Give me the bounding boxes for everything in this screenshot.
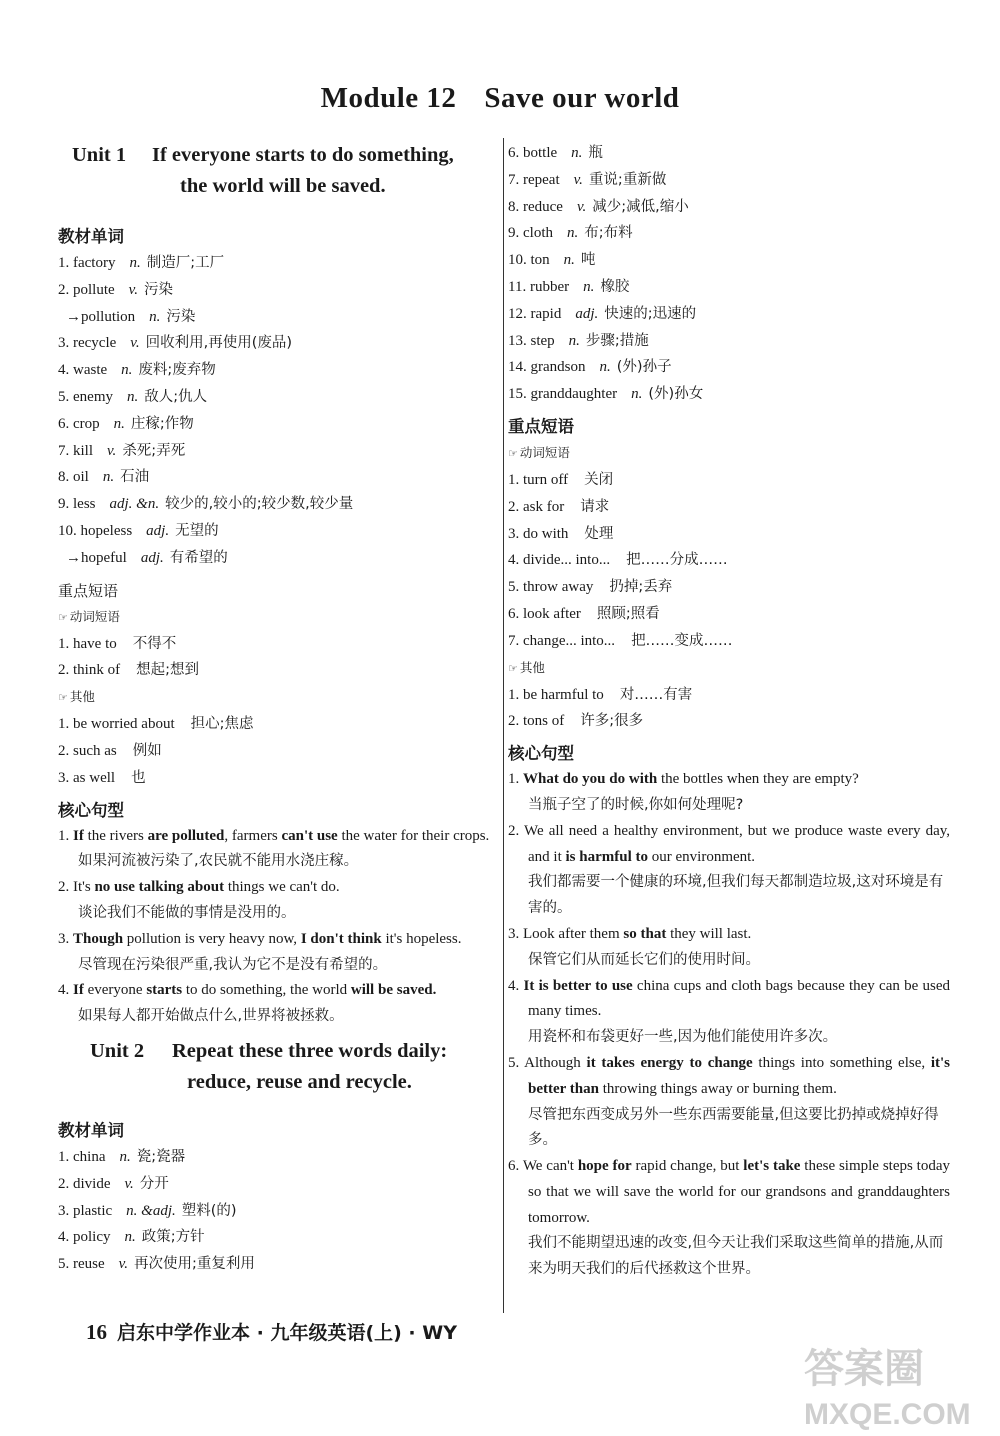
phrase-chinese: 例如	[132, 742, 162, 759]
sentence-english-text	[58, 824, 500, 850]
word-row	[508, 274, 950, 301]
key-phrase: no use talking about	[94, 879, 225, 896]
sentence-fragment: the water for their crops.	[337, 827, 490, 844]
phrase-row	[58, 657, 500, 684]
sentence-item	[58, 875, 500, 927]
word-chinese: 庄稼;作物	[130, 415, 194, 432]
word-row	[508, 220, 950, 247]
sentence-english	[58, 978, 500, 1004]
word-chinese: 制造厂;工厂	[146, 255, 225, 271]
word-english: 6. bottle	[508, 145, 558, 161]
word-english: 4. waste	[58, 362, 108, 379]
phrase-row	[508, 467, 950, 494]
left-column	[58, 140, 500, 1278]
sentence-english	[58, 875, 500, 901]
word-row	[58, 545, 500, 572]
unit2-title-line2: reduce, reuse and recycle.	[187, 1070, 412, 1093]
word-row	[58, 1198, 500, 1225]
word-row	[58, 357, 500, 384]
word-row	[508, 381, 950, 408]
sentence-english-text	[508, 767, 950, 793]
sentence-fragment: 1.	[508, 771, 523, 788]
word-english: 7. kill	[58, 442, 94, 459]
sentence-fragment: it's hopeless.	[381, 930, 462, 947]
word-pos: v.	[576, 198, 587, 215]
word-chinese: (外)孙子	[616, 359, 672, 376]
sentence-fragment: pollution is very heavy now,	[123, 930, 301, 947]
word-row	[508, 247, 950, 274]
unit2-sentences-heading: 核心句型	[508, 744, 574, 764]
word-chinese: 较少的,较小的;较少数,较少量	[165, 496, 354, 513]
sentence-fragment: china cups and cloth bags because they can be used many times.	[528, 977, 950, 1020]
sentence-english	[508, 1051, 950, 1103]
right-column	[508, 140, 950, 1283]
word-english: 3. plastic	[58, 1202, 113, 1219]
unit1-other-phrase-list	[58, 711, 500, 791]
sentence-fragment: these simple steps today so that we will save the world for our grandsons and granddaughters tomorrow.	[528, 1158, 950, 1226]
word-english: 13. step	[508, 332, 555, 349]
phrase-row	[58, 765, 500, 792]
sentence-fragment: our environment.	[648, 848, 756, 865]
phrase-chinese: 想起;想到	[136, 662, 199, 679]
word-chinese: 敌人;仇人	[144, 388, 208, 405]
word-pos: adj.	[140, 549, 164, 566]
phrase-row	[508, 494, 950, 521]
word-pos: adj. &n.	[109, 496, 160, 513]
sentence-english	[58, 927, 500, 953]
key-phrase: it's better than	[528, 1054, 951, 1097]
word-english: 11. rubber	[508, 278, 570, 295]
sentence-chinese: 保管它们从而延长它们的使用时间。	[528, 951, 760, 968]
watermark-bottom: MXQE.COM	[804, 1398, 971, 1430]
sentence-english-text	[508, 974, 950, 1026]
phrase-english: 1. be worried about	[58, 716, 175, 733]
sentence-fragment: 3.	[58, 930, 73, 947]
sentence-item	[508, 974, 950, 1051]
phrase-chinese: 处理	[584, 525, 614, 542]
phrase-chinese: 扔掉;丢弃	[609, 579, 673, 596]
unit2-number: Unit 2	[90, 1039, 145, 1062]
unit2-phrases-heading: 重点短语	[508, 416, 574, 436]
word-row	[58, 1251, 500, 1278]
unit1-verb-phrases-heading: ☞ 动词短语	[58, 608, 120, 624]
word-row	[508, 167, 950, 194]
phrase-chinese: 请求	[580, 498, 610, 515]
phrase-row	[58, 738, 500, 765]
unit2-word-list-left	[58, 1144, 500, 1278]
word-row	[58, 438, 500, 465]
sentence-chinese: 如果河流被污染了,农民就不能用水浇庄稼。	[78, 853, 359, 870]
word-pos: adj.	[575, 305, 599, 322]
sentence-english-text	[58, 875, 500, 901]
sentence-item	[58, 927, 500, 979]
watermark-logo	[798, 1340, 988, 1430]
word-pos: n.	[113, 415, 125, 432]
column-divider	[503, 138, 504, 1313]
word-chinese: 瓷;瓷器	[136, 1148, 186, 1165]
module-number: Module 12	[320, 82, 457, 114]
pointer-icon: ☞	[58, 610, 68, 624]
word-row	[58, 1144, 500, 1171]
sentence-chinese: 尽管现在污染很严重,我认为它不是没有希望的。	[78, 956, 388, 973]
sentence-item	[58, 978, 500, 1030]
word-chinese: 杀死;弄死	[122, 442, 186, 459]
unit2-other-phrase-list	[508, 682, 950, 736]
word-pos: n.	[119, 1148, 131, 1165]
unit2-verb-phrase-list	[508, 467, 950, 655]
word-row	[58, 304, 500, 331]
unit2-sentence-list	[508, 767, 950, 1283]
sentence-fragment: they will last.	[666, 925, 752, 942]
sentence-english-text	[58, 978, 500, 1004]
sentence-fragment: everyone	[83, 982, 147, 999]
phrase-row	[508, 521, 950, 548]
word-chinese: 橡胶	[600, 278, 630, 295]
sentence-fragment: the rivers	[83, 827, 148, 844]
key-phrase: is harmful to	[565, 848, 648, 865]
word-row	[508, 354, 950, 381]
word-chinese: 塑料(的)	[181, 1202, 237, 1219]
sentence-english	[508, 819, 950, 871]
word-english: 1. china	[58, 1148, 106, 1165]
word-english: 4. policy	[58, 1229, 111, 1246]
word-english: 8. oil	[58, 469, 89, 486]
sentence-item	[508, 1051, 950, 1154]
phrase-chinese: 把……变成……	[631, 632, 733, 649]
phrase-chinese: 也	[131, 769, 146, 786]
word-pos: n.	[129, 255, 141, 271]
word-english: 12. rapid	[508, 305, 562, 322]
sentence-item	[508, 1154, 950, 1283]
sentence-fragment: to do something, the world	[182, 982, 351, 999]
word-english: 5. reuse	[58, 1256, 105, 1273]
sentence-fragment: 4.	[58, 982, 73, 999]
word-english: →pollution	[66, 308, 136, 325]
word-chinese: 污染	[166, 308, 196, 325]
unit1-title-line2: the world will be saved.	[180, 175, 386, 197]
sentence-fragment: rapid change, but	[631, 1158, 744, 1175]
word-row	[58, 1171, 500, 1198]
phrase-english: 2. tons of	[508, 713, 565, 730]
phrase-english: 3. as well	[58, 769, 116, 786]
word-pos: n.	[599, 359, 611, 376]
word-pos: n.	[583, 278, 595, 295]
page-number: 16	[86, 1320, 107, 1344]
phrase-english: 7. change... into...	[508, 632, 616, 649]
pointer-icon: ☞	[508, 446, 518, 460]
key-phrase: Though	[73, 930, 124, 947]
phrase-english: 5. throw away	[508, 579, 594, 596]
phrase-chinese: 对……有害	[619, 686, 693, 703]
sentence-item	[508, 767, 950, 819]
sentence-english	[58, 824, 500, 850]
word-row	[508, 194, 950, 221]
unit1-sentence-list	[58, 824, 500, 1030]
word-english: 6. crop	[58, 415, 100, 432]
word-chinese: 再次使用;重复利用	[133, 1256, 255, 1273]
sentence-fragment: 4.	[508, 977, 524, 994]
word-english: 1. factory	[58, 255, 116, 271]
word-pos: n. &adj.	[126, 1202, 176, 1219]
word-pos: n.	[102, 469, 115, 486]
key-phrase: can't use	[281, 827, 338, 844]
word-english: 15. granddaughter	[508, 386, 618, 403]
word-chinese: 步骤;措施	[585, 332, 649, 349]
sentence-english-text	[508, 819, 950, 871]
word-pos: n.	[567, 225, 579, 242]
sentence-english	[508, 922, 950, 948]
sentence-fragment: 3. Look after them	[508, 925, 624, 942]
phrase-row	[508, 574, 950, 601]
word-row	[58, 411, 500, 438]
word-english: 14. grandson	[508, 359, 586, 376]
sentence-chinese: 当瓶子空了的时候,你如何处理呢?	[528, 796, 744, 813]
sentence-english	[508, 1154, 950, 1231]
book-title: 启东中学作业本 · 九年级英语(上) · WY	[117, 1322, 457, 1344]
phrase-english: 4. divide... into...	[508, 552, 611, 569]
sentence-fragment: things into something else,	[752, 1054, 931, 1071]
word-chinese: 无望的	[175, 522, 219, 539]
unit1-number: Unit 1	[72, 144, 127, 166]
key-phrase: hope for	[577, 1158, 632, 1175]
phrase-chinese: 照顾;照看	[596, 605, 660, 622]
phrase-english: 1. be harmful to	[508, 686, 604, 703]
unit2-title-line1: Repeat these three words daily:	[172, 1039, 448, 1062]
unit1-title	[72, 140, 500, 202]
phrase-row	[58, 711, 500, 738]
key-phrase: What do you do with	[523, 771, 658, 788]
word-chinese: 重说;重新做	[588, 171, 667, 188]
unit1-word-list	[58, 250, 500, 572]
module-name: Save our world	[484, 82, 680, 114]
phrase-chinese: 许多;很多	[580, 713, 644, 730]
word-pos: v.	[124, 1175, 134, 1192]
phrase-chinese: 关闭	[584, 471, 614, 488]
sentence-fragment: 5. Although	[508, 1054, 587, 1071]
word-pos: v.	[118, 1256, 128, 1273]
word-row	[58, 250, 500, 277]
word-chinese: 快速的;迅速的	[604, 305, 697, 322]
phrase-english: 1. turn off	[508, 471, 569, 488]
phrase-english: 1. have to	[58, 635, 117, 652]
word-pos: n.	[126, 388, 139, 405]
word-row	[58, 491, 500, 518]
sentence-chinese: 我们不能期望迅速的改变,但今天让我们采取这些简单的措施,从而来为明天我们的后代拯救这个世界。	[528, 1235, 944, 1278]
word-pos: v.	[107, 442, 117, 459]
word-english: 8. reduce	[508, 198, 563, 215]
word-row	[58, 1224, 500, 1251]
sentence-item	[58, 824, 500, 876]
unit1-words-heading: 教材单词	[58, 227, 124, 246]
word-row	[508, 328, 950, 355]
sentence-fragment: the bottles when they are empty?	[657, 771, 859, 788]
sentence-english	[508, 974, 950, 1026]
word-english: 3. recycle	[58, 335, 117, 352]
word-pos: v.	[128, 281, 138, 298]
word-chinese: 减少;减低,缩小	[592, 198, 689, 215]
phrase-english: 6. look after	[508, 605, 581, 622]
phrase-chinese: 把……分成……	[626, 552, 728, 569]
word-chinese: 吨	[580, 252, 596, 269]
word-chinese: 有希望的	[169, 549, 228, 566]
word-chinese: 瓶	[588, 145, 603, 161]
sentence-fragment: 2. We all need a healthy environment, but we produce waste every day, and it	[508, 822, 950, 865]
word-row	[508, 301, 950, 328]
unit1-other-heading: ☞ 其他	[58, 689, 95, 705]
unit2-title	[90, 1036, 500, 1098]
phrase-row	[508, 628, 950, 655]
pointer-icon: ☞	[508, 661, 518, 675]
unit1-verb-phrase-list	[58, 631, 500, 685]
module-title	[0, 82, 1000, 115]
unit1-phrases-heading: 重点短语	[58, 581, 119, 600]
key-phrase: it takes energy to change	[586, 1054, 753, 1071]
word-row	[58, 518, 500, 545]
word-pos: n.	[568, 332, 580, 349]
unit2-verb-phrases-heading: ☞ 动词短语	[508, 444, 570, 460]
phrase-english: 2. ask for	[508, 498, 565, 515]
key-phrase: If	[73, 982, 84, 999]
sentence-chinese: 谈论我们不能做的事情是没用的。	[78, 904, 296, 921]
word-chinese: 分开	[139, 1175, 169, 1192]
phrase-chinese: 不得不	[132, 635, 177, 652]
sentence-fragment: throwing things away or burning them.	[598, 1080, 837, 1097]
phrase-row	[58, 631, 500, 658]
key-phrase: I don't think	[300, 930, 382, 947]
phrase-row	[508, 601, 950, 628]
word-pos: n.	[149, 308, 161, 325]
word-chinese: 布;布料	[584, 225, 633, 242]
word-english: 10. hopeless	[58, 522, 133, 539]
sentence-chinese: 尽管把东西变成另外一些东西需要能量,但这要比扔掉或烧掉好得多。	[528, 1106, 939, 1149]
unit2-words-heading: 教材单词	[58, 1120, 124, 1140]
word-chinese: 污染	[143, 281, 173, 298]
word-english: 9. less	[58, 496, 96, 513]
key-phrase: will be saved.	[350, 982, 437, 999]
word-chinese: 回收利用,再使用(废品)	[145, 335, 293, 352]
word-english: 9. cloth	[508, 225, 553, 242]
word-english: 5. enemy	[58, 388, 113, 405]
word-pos: n.	[571, 145, 583, 161]
phrase-row	[508, 708, 950, 735]
unit1-sentences-heading: 核心句型	[58, 800, 124, 820]
sentence-english-text	[508, 1051, 950, 1103]
word-pos: n.	[631, 386, 643, 403]
key-phrase: starts	[146, 982, 183, 999]
page-footer	[86, 1318, 457, 1345]
word-pos: adj.	[146, 522, 170, 539]
word-chinese: 石油	[120, 469, 150, 486]
word-english: 7. repeat	[508, 171, 560, 188]
phrase-row	[508, 547, 950, 574]
key-phrase: so that	[623, 925, 667, 942]
sentence-chinese: 如果每人都开始做点什么,世界将被拯救。	[78, 1008, 344, 1025]
unit2-other-heading: ☞ 其他	[508, 659, 545, 675]
phrase-english: 2. think of	[58, 662, 121, 679]
word-row	[58, 330, 500, 357]
sentence-english-text	[508, 922, 950, 948]
sentence-english-text	[58, 927, 500, 953]
word-row	[58, 277, 500, 304]
word-english: 10. ton	[508, 252, 550, 269]
key-phrase: If	[73, 827, 84, 844]
sentence-item	[508, 819, 950, 922]
sentence-fragment: 2. It's	[58, 879, 95, 896]
phrase-row	[508, 682, 950, 709]
word-pos: n.	[124, 1229, 136, 1246]
sentence-english	[508, 767, 950, 793]
word-english: 2. pollute	[58, 281, 115, 298]
key-phrase: are polluted	[147, 827, 225, 844]
key-phrase: let's take	[743, 1158, 801, 1175]
unit1-title-line1: If everyone starts to do something,	[152, 144, 454, 166]
phrase-english: 3. do with	[508, 525, 569, 542]
phrase-english: 2. such as	[58, 742, 117, 759]
word-row	[508, 140, 950, 167]
sentence-chinese: 我们都需要一个健康的环境,但我们每天都制造垃圾,这对环境是有害的。	[528, 874, 944, 917]
unit2-word-list-right	[508, 140, 950, 408]
word-chinese: 废料;废弃物	[138, 362, 216, 379]
sentence-item	[508, 922, 950, 974]
word-english: 2. divide	[58, 1175, 111, 1192]
word-pos: n.	[121, 362, 133, 379]
word-row	[58, 384, 500, 411]
sentence-fragment: , farmers	[224, 827, 282, 844]
watermark-top: 答案圈	[804, 1347, 924, 1391]
word-english: →hopeful	[66, 549, 127, 566]
word-chinese: (外)孙女	[648, 386, 704, 403]
word-pos: v.	[573, 171, 583, 188]
key-phrase: It is better to use	[523, 977, 633, 994]
pointer-icon: ☞	[58, 691, 68, 705]
word-pos: v.	[130, 335, 140, 352]
sentence-fragment: 6. We can't	[508, 1158, 578, 1175]
word-chinese: 政策;方针	[141, 1229, 205, 1246]
sentence-fragment: things we can't do.	[224, 879, 340, 896]
word-row	[58, 464, 500, 491]
sentence-fragment: 1.	[58, 827, 73, 844]
sentence-chinese: 用瓷杯和布袋更好一些,因为他们能使用许多次。	[528, 1029, 838, 1046]
phrase-chinese: 担心;焦虑	[190, 716, 254, 733]
sentence-english-text	[508, 1154, 950, 1231]
word-pos: n.	[563, 252, 575, 269]
